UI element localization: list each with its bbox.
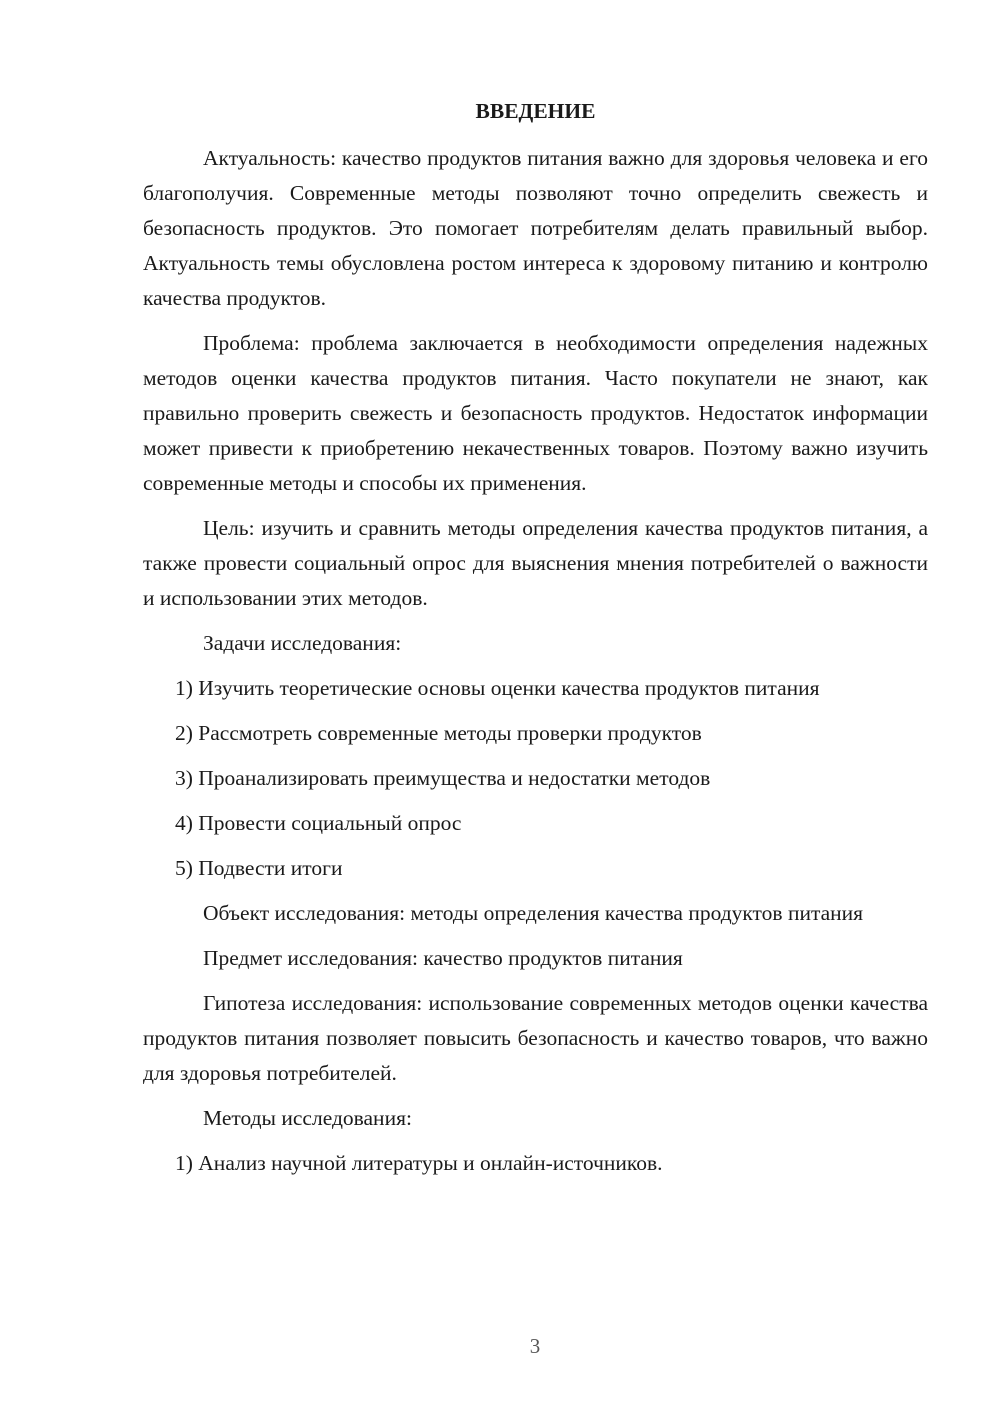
document-page	[143, 95, 928, 1191]
problem-paragraph: Проблема: проблема заключается в необходимости определения надежных методов оценки качества продуктов питания. Часто покупатели не знают, как правильно проверить свежесть и безопасность продуктов. Недостаток информации может привести к приобретению некачественных товаров. Поэтому важно изучить современные методы и способы их применения.	[143, 331, 928, 495]
goal-paragraph: Цель: изучить и сравнить методы определения качества продуктов питания, а также провести социальный опрос для выяснения мнения потребителей о важности и использовании этих методов.	[143, 516, 928, 610]
section-title: ВВЕДЕНИЕ	[475, 99, 596, 123]
task-item: 4) Провести социальный опрос	[175, 811, 462, 835]
task-item: 1) Изучить теоретические основы оценки качества продуктов питания	[175, 676, 820, 700]
tasks-heading: Задачи исследования:	[203, 631, 402, 655]
methods-list	[143, 1146, 928, 1181]
object-paragraph: Объект исследования: методы определения качества продуктов питания	[203, 901, 864, 925]
subject-paragraph: Предмет исследования: качество продуктов питания	[203, 946, 683, 970]
methods-heading: Методы исследования:	[203, 1106, 412, 1130]
tasks-list	[143, 671, 928, 886]
relevance-paragraph: Актуальность: качество продуктов питания важно для здоровья человека и его благополучия. Современные методы позволяют точно определить свежесть и безопасность продуктов. Это помогает потребителям делать правильный выбор. Актуальность темы обусловлена ростом интереса к здоровому питанию и контролю качества продуктов.	[143, 146, 928, 310]
task-item: 5) Подвести итоги	[175, 856, 343, 880]
method-item: 1) Анализ научной литературы и онлайн-источников.	[175, 1151, 663, 1175]
page-number: 3	[529, 1334, 541, 1358]
hypothesis-paragraph: Гипотеза исследования: использование современных методов оценки качества продуктов питания позволяет повысить безопасность и качество товаров, что важно для здоровья потребителей.	[143, 991, 928, 1085]
task-item: 2) Рассмотреть современные методы проверки продуктов	[175, 721, 702, 745]
task-item: 3) Проанализировать преимущества и недостатки методов	[175, 766, 711, 790]
